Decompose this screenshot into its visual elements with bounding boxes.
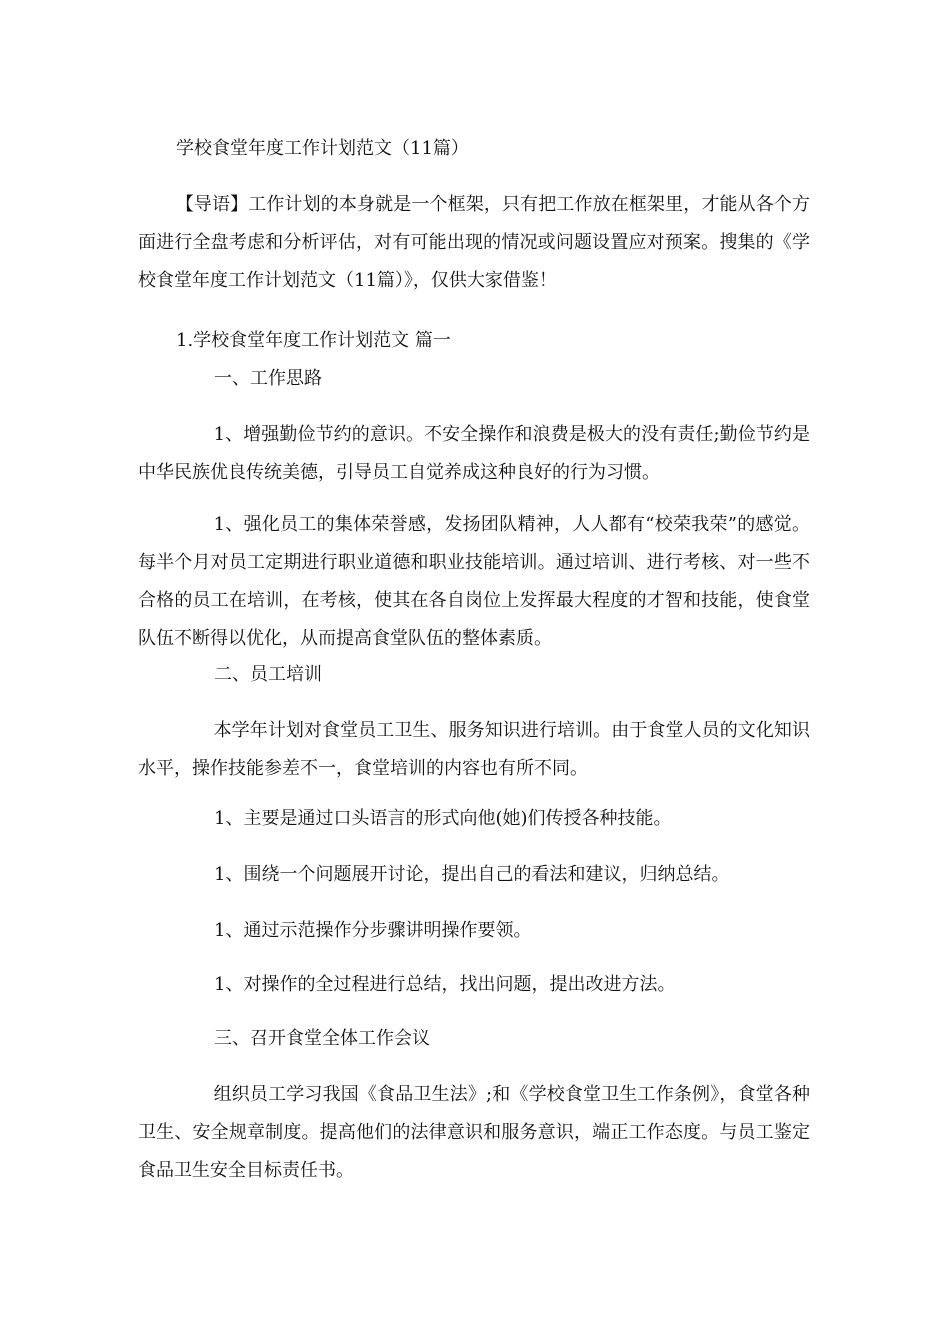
list-item: 1、主要是通过口头语言的形式向他(她)们传授各种技能。 — [214, 808, 672, 829]
paragraph-thrift: 1、增强勤俭节约的意识。不安全操作和浪费是极大的没有责任;勤俭节约是中华民族优良传统美德，引导员工自觉养成这种良好的行为习惯。 — [138, 424, 810, 483]
paragraph-training-plan: 本学年计划对食堂员工卫生、服务知识进行培训。由于食堂人员的文化知识水平，操作技能参差不一，食堂培训的内容也有所不同。 — [138, 720, 810, 779]
heading-staff-meeting: 三、召开食堂全体工作会议 — [214, 1028, 430, 1049]
heading-staff-training: 二、员工培训 — [214, 664, 322, 685]
heading-work-ideas: 一、工作思路 — [214, 368, 322, 389]
paragraph-food-law: 组织员工学习我国《食品卫生法》;和《学校食堂卫生工作条例》，食堂各种卫生、安全规章制度。提高他们的法律意识和服务意识，端正工作态度。与员工鉴定食品卫生安全目标责任书。 — [138, 1084, 810, 1181]
list-item: 1、对操作的全过程进行总结，找出问题，提出改进方法。 — [214, 974, 676, 995]
intro-paragraph: 【导语】工作计划的本身就是一个框架，只有把工作放在框架里，才能从各个方面进行全盘考虑和分析评估，对有可能出现的情况或问题设置应对预案。搜集的《学校食堂年度工作计划范文（11篇）》，仅供大家借鉴！ — [138, 194, 810, 291]
list-item: 1、通过示范操作分步骤讲明操作要领。 — [214, 920, 532, 941]
document-title: 学校食堂年度工作计划范文（11篇） — [176, 138, 469, 159]
list-item: 1、围绕一个问题展开讨论，提出自己的看法和建议，归纳总结。 — [214, 864, 730, 885]
paragraph-team-honor: 1、强化员工的集体荣誉感，发扬团队精神，人人都有“校荣我荣”的感觉。每半个月对员工定期进行职业道德和职业技能培训。通过培训、进行考核、对一些不合格的员工在培训，在考核，使其在各自岗位上发挥最大程度的才智和技能，使食堂队伍不断得以优化，从而提高食堂队伍的整体素质。 — [138, 514, 810, 649]
section-title: 1.学校食堂年度工作计划范文 篇一 — [176, 330, 451, 351]
